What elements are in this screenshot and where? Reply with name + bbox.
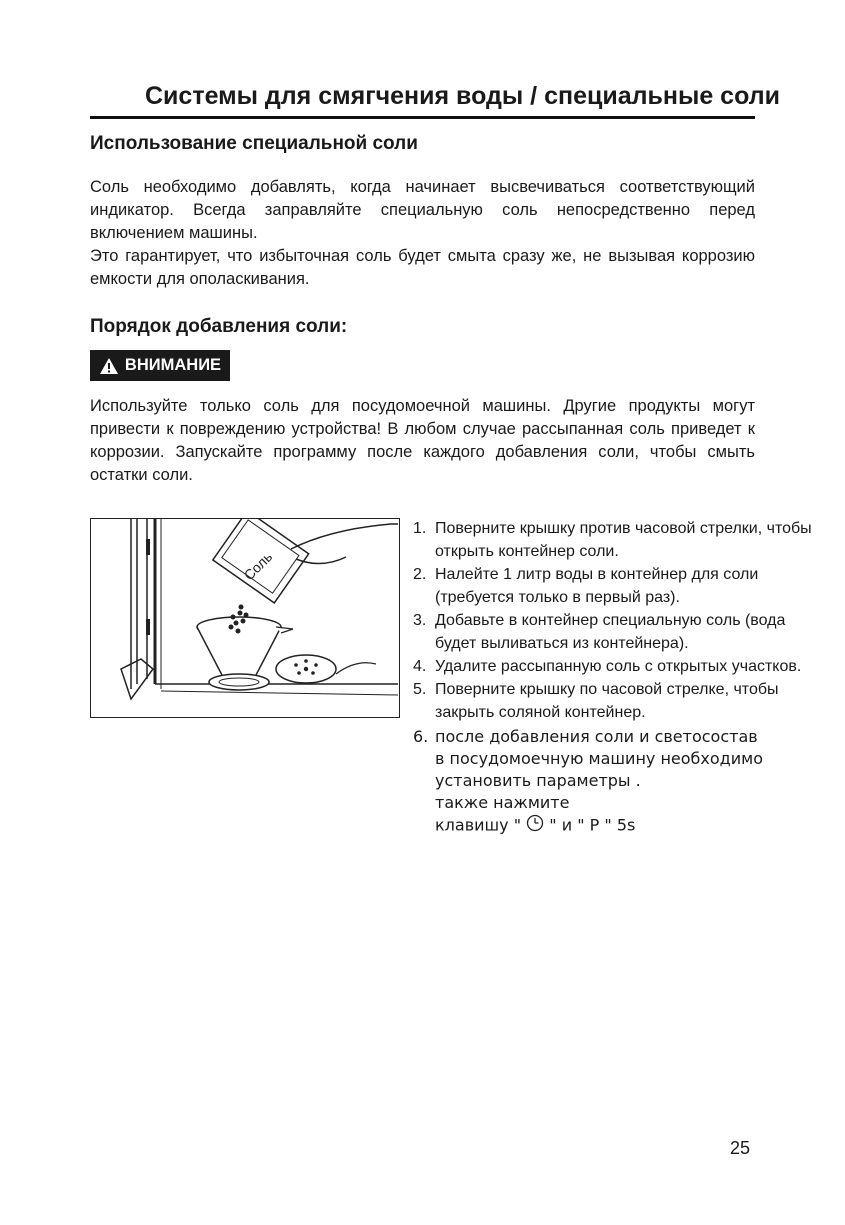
salt-filling-illustration — [90, 518, 400, 718]
clock-icon — [526, 814, 544, 838]
warning-text: Используйте только соль для посудомоечной машины. Другие продукты могут привести к повреждению устройства! В любом случае рассыпанная соль приведет к коррозии. Запускайте программу после каждого добавления соли, чтобы смыть остатки соли. — [90, 397, 755, 484]
paragraph-salt-when: Соль необходимо добавлять, когда начинает высвечиваться соответствующий индикатор. Всегда заправляйте специальную соль непосредственно перед включением машины. — [90, 178, 755, 242]
title-divider — [90, 116, 755, 119]
section-heading-salt-usage: Использование специальной соли — [90, 133, 418, 154]
warning-label: ВНИМАНИЕ — [124, 356, 222, 374]
page-number: 25 — [730, 1138, 751, 1158]
step-item: 5. Поверните крышку по часовой стрелке, чтобы закрыть соляной контейнер. — [413, 681, 779, 721]
step-item: 4. Удалите рассыпанную соль с открытых участков. — [413, 658, 802, 675]
salt-bag-label: Соль — [240, 548, 276, 584]
step-item: 1. Поверните крышку против часовой стрелки, чтобы открыть контейнер соли. — [413, 520, 812, 560]
warning-triangle-icon — [99, 357, 119, 375]
paragraph-salt-reason: Это гарантирует, что избыточная соль будет смыта сразу же, не вызывая коррозию емкости для ополаскивания. — [90, 247, 755, 288]
section-heading-add-salt: Порядок добавления соли: — [90, 316, 348, 337]
step-item: 2. Налейте 1 литр воды в контейнер для соли (требуется только в первый раз). — [413, 566, 759, 606]
p-key-label: P — [589, 815, 600, 835]
step-item: 3. Добавьте в контейнер специальную соль (вода будет выливаться из контейнера). — [413, 612, 786, 652]
steps-list — [413, 517, 813, 838]
warning-badge — [90, 350, 230, 381]
page-title: Системы для смягчения воды / специальные соли — [145, 82, 780, 110]
step-item-6: 6. после добавления соли и светосостав в посудомоечную машину необходимо установить параметры . также нажмите клавишу " " и " P " 5s — [413, 726, 813, 838]
